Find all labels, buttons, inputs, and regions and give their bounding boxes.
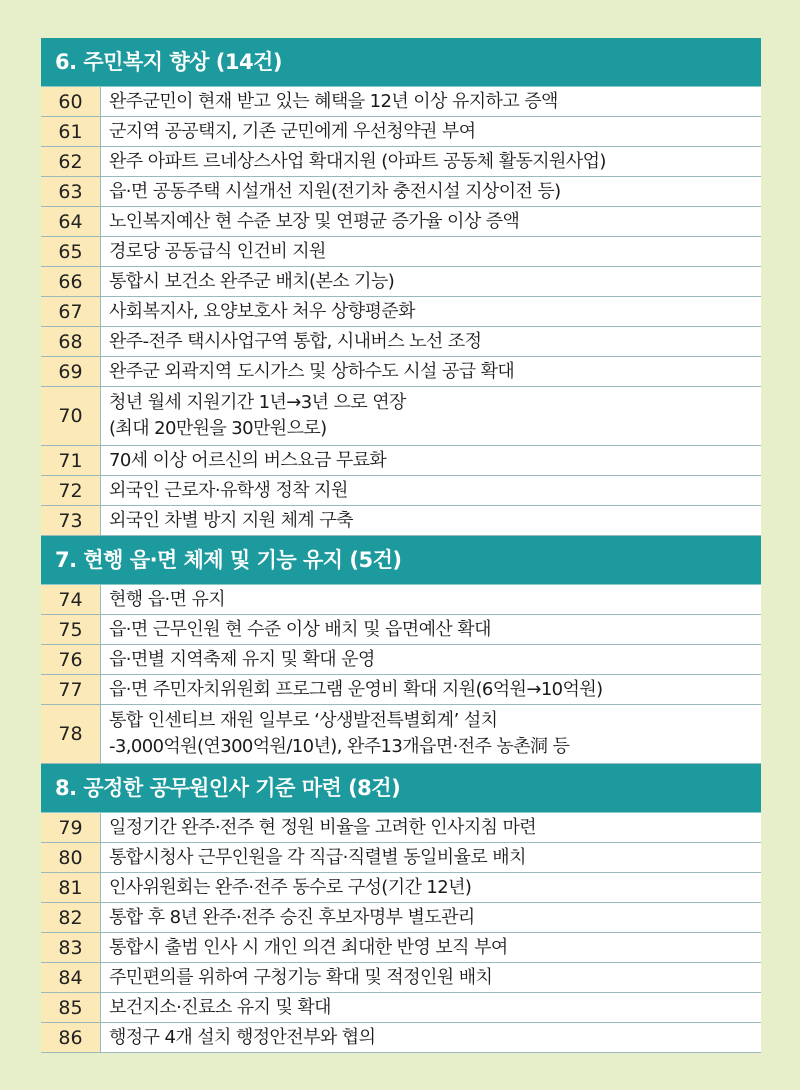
- table-row: [41, 267, 761, 297]
- item-number: 61: [41, 117, 101, 146]
- item-number: 71: [41, 446, 101, 475]
- item-text: [101, 705, 761, 763]
- item-text-line: 주민편의를 위하여 구청기능 확대 및 적정인원 배치: [109, 966, 493, 988]
- item-text: [101, 506, 761, 535]
- item-text: [101, 615, 761, 644]
- table-row: [41, 615, 761, 645]
- item-text-line: 통합시 출범 인사 시 개인 의견 최대한 반영 보직 부여: [109, 936, 508, 958]
- item-text-line: 읍·면 근무인원 현 수준 이상 배치 및 읍면예산 확대: [109, 618, 491, 640]
- table-row: [41, 177, 761, 207]
- item-text-line: 읍·면별 지역축제 유지 및 확대 운영: [109, 648, 375, 670]
- item-text-line: 행정구 4개 설치 행정안전부와 협의: [109, 1026, 376, 1048]
- section-title: 7. 현행 읍·면 체제 및 기능 유지 (5건): [41, 536, 761, 585]
- item-text-line: 통합시청사 근무인원을 각 직급·직렬별 동일비율로 배치: [109, 846, 526, 868]
- item-text: [101, 675, 761, 704]
- item-number: 73: [41, 506, 101, 535]
- item-number: 77: [41, 675, 101, 704]
- table-row: [41, 446, 761, 476]
- item-number: 70: [41, 387, 101, 445]
- section-title: 6. 주민복지 향상 (14건): [41, 38, 761, 87]
- item-text: [101, 645, 761, 674]
- item-number: 60: [41, 87, 101, 116]
- item-number: 67: [41, 297, 101, 326]
- item-text-line: 완주 아파트 르네상스사업 확대지원 (아파트 공동체 활동지원사업): [109, 150, 606, 172]
- table-row: [41, 963, 761, 993]
- item-text-line: 통합 인센티브 재원 일부로 ‘상생발전특별회계’ 설치: [109, 710, 498, 731]
- item-text-line: 읍·면 공동주택 시설개선 지원(전기차 충전시설 지상이전 등): [109, 180, 561, 202]
- table-row: [41, 506, 761, 536]
- item-number: 66: [41, 267, 101, 296]
- item-text-line: 완주군 외곽지역 도시가스 및 상하수도 시설 공급 확대: [109, 360, 515, 382]
- item-number: 75: [41, 615, 101, 644]
- item-text-line: 읍·면 주민자치위원회 프로그램 운영비 확대 지원(6억원→10억원): [109, 678, 603, 700]
- item-number: 81: [41, 873, 101, 902]
- item-text-line: -3,000억원(연300억원/10년), 완주13개읍면·전주 농촌洞 등: [109, 736, 570, 757]
- table-row: [41, 933, 761, 963]
- table-row: [41, 675, 761, 705]
- item-text-line: 외국인 차별 방지 지원 체계 구축: [109, 509, 353, 531]
- table-row: [41, 207, 761, 237]
- item-text: [101, 327, 761, 356]
- table-row: [41, 903, 761, 933]
- item-number: 72: [41, 476, 101, 505]
- item-number: 68: [41, 327, 101, 356]
- item-number: 64: [41, 207, 101, 236]
- item-text-line: 노인복지예산 현 수준 보장 및 연평균 증가율 이상 증액: [109, 210, 520, 232]
- item-text: [101, 207, 761, 236]
- item-number: 76: [41, 645, 101, 674]
- table-row: [41, 873, 761, 903]
- item-text: [101, 297, 761, 326]
- item-text-line: 보건지소·진료소 유지 및 확대: [109, 996, 331, 1018]
- table-row: [41, 237, 761, 267]
- item-number: 80: [41, 843, 101, 872]
- item-number: 62: [41, 147, 101, 176]
- table-row: [41, 1023, 761, 1053]
- table-row: [41, 843, 761, 873]
- table-row: [41, 87, 761, 117]
- item-text: [101, 813, 761, 842]
- item-number: 79: [41, 813, 101, 842]
- table-row: [41, 297, 761, 327]
- item-text-line: 일정기간 완주·전주 현 정원 비율을 고려한 인사지침 마련: [109, 816, 537, 838]
- item-text-line: (최대 20만원을 30만원으로): [109, 418, 327, 439]
- item-text-line: 통합시 보건소 완주군 배치(본소 기능): [109, 270, 395, 292]
- table-row: [41, 476, 761, 506]
- item-number: 83: [41, 933, 101, 962]
- item-text: [101, 476, 761, 505]
- table-row: [41, 387, 761, 446]
- item-text: [101, 387, 761, 445]
- item-text: [101, 963, 761, 992]
- item-text: [101, 237, 761, 266]
- item-text: [101, 446, 761, 475]
- item-text: [101, 267, 761, 296]
- item-text: [101, 147, 761, 176]
- item-text-line: 완주-전주 택시사업구역 통합, 시내버스 노선 조정: [109, 330, 482, 352]
- item-number: 74: [41, 585, 101, 614]
- item-number: 82: [41, 903, 101, 932]
- item-text-line: 군지역 공공택지, 기존 군민에게 우선청약권 부여: [109, 120, 476, 142]
- item-text: [101, 903, 761, 932]
- section-title: 8. 공정한 공무원인사 기준 마련 (8건): [41, 764, 761, 813]
- table-row: [41, 645, 761, 675]
- table-row: [41, 993, 761, 1023]
- item-text: [101, 933, 761, 962]
- item-number: 69: [41, 357, 101, 386]
- item-text-line: 현행 읍·면 유지: [109, 588, 226, 610]
- item-number: 86: [41, 1023, 101, 1052]
- item-text: [101, 177, 761, 206]
- table-row: [41, 147, 761, 177]
- item-number: 65: [41, 237, 101, 266]
- item-text-line: 인사위원회는 완주·전주 동수로 구성(기간 12년): [109, 876, 472, 898]
- item-text: [101, 117, 761, 146]
- item-text-line: 사회복지사, 요양보호사 처우 상향평준화: [109, 300, 415, 322]
- table-row: [41, 117, 761, 147]
- table-row: [41, 327, 761, 357]
- pledge-table: [41, 38, 761, 1053]
- table-row: [41, 585, 761, 615]
- item-number: 63: [41, 177, 101, 206]
- item-text: [101, 585, 761, 614]
- item-text-line: 청년 월세 지원기간 1년→3년 으로 연장: [109, 392, 406, 413]
- item-text: [101, 357, 761, 386]
- table-row: [41, 813, 761, 843]
- item-text: [101, 873, 761, 902]
- item-text-line: 완주군민이 현재 받고 있는 혜택을 12년 이상 유지하고 증액: [109, 90, 558, 112]
- item-number: 78: [41, 705, 101, 763]
- item-number: 84: [41, 963, 101, 992]
- item-text: [101, 1023, 761, 1052]
- table-row: [41, 357, 761, 387]
- item-text: [101, 993, 761, 1022]
- item-text-line: 외국인 근로자·유학생 정착 지원: [109, 479, 348, 501]
- item-text: [101, 87, 761, 116]
- item-number: 85: [41, 993, 101, 1022]
- table-row: [41, 705, 761, 764]
- item-text-line: 통합 후 8년 완주·전주 승진 후보자명부 별도관리: [109, 906, 475, 928]
- item-text-line: 경로당 공동급식 인건비 지원: [109, 240, 326, 262]
- item-text: [101, 843, 761, 872]
- item-text-line: 70세 이상 어르신의 버스요금 무료화: [109, 449, 387, 471]
